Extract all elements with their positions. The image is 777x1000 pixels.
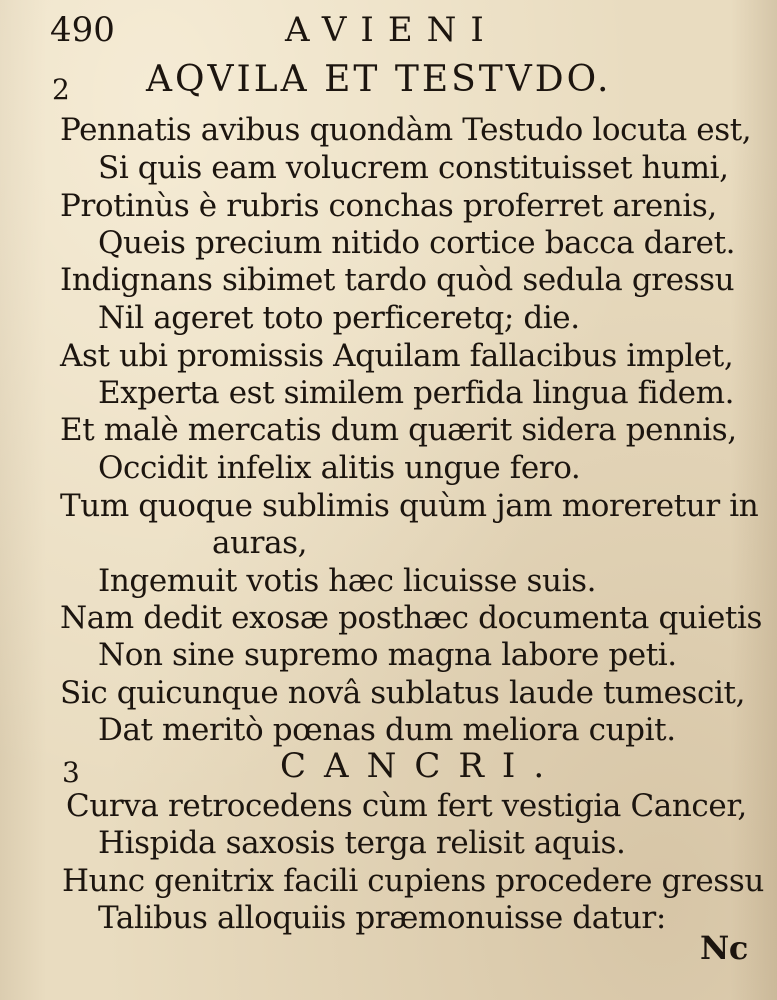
verse-line: Indignans sibimet tardo quòd sedula gressu xyxy=(60,262,735,298)
fable-number: 2 xyxy=(52,73,70,106)
verse-line: Dat meritò pœnas dum meliora cupit. xyxy=(98,712,676,748)
running-head: AVIENI xyxy=(285,10,498,50)
fable-title: AQVILA ET TESTVDO. xyxy=(146,59,612,100)
verse-line: Queis precium nitido cortice bacca daret. xyxy=(98,225,736,261)
verse-line: Nil ageret toto perficeretq; die. xyxy=(98,300,580,336)
verse-line: Tum quoque sublimis quùm jam moreretur in xyxy=(60,488,759,524)
verse-line: Pennatis avibus quondàm Testudo locuta est, xyxy=(60,112,752,148)
verse-line: Non sine supremo magna labore peti. xyxy=(98,637,677,673)
verse-line: Protinùs è rubris conchas proferret arenis, xyxy=(60,188,717,224)
verse-line: Talibus alloquiis præmonuisse datur: xyxy=(98,900,666,936)
verse-line: Hispida saxosis terga relisit aquis. xyxy=(98,825,626,861)
verse-line: Et malè mercatis dum quærit sidera pennis, xyxy=(60,412,737,448)
fable-number: 3 xyxy=(62,756,80,789)
verse-line: Occidit infelix alitis ungue fero. xyxy=(98,450,581,486)
verse-line: Si quis eam volucrem constituisset humi, xyxy=(98,150,729,186)
fable-title: CANCRI. xyxy=(280,746,563,786)
verse-line: Hunc genitrix facili cupiens procedere gressu xyxy=(62,863,764,899)
verse-line: Nam dedit exosæ posthæc documenta quietis xyxy=(60,600,762,636)
verse-line: Ast ubi promissis Aquilam fallacibus implet, xyxy=(60,338,734,374)
verse-line: Ingemuit votis hæc licuisse suis. xyxy=(98,563,597,599)
verse-line: Curva retrocedens cùm fert vestigia Cancer, xyxy=(66,788,747,824)
verse-line: auras, xyxy=(212,525,308,561)
page-number: 490 xyxy=(50,10,115,50)
verse-line: Experta est similem perfida lingua fidem. xyxy=(98,375,735,411)
catchword: Nc xyxy=(700,929,748,967)
verse-line: Sic quicunque novâ sublatus laude tumescit, xyxy=(60,675,746,711)
